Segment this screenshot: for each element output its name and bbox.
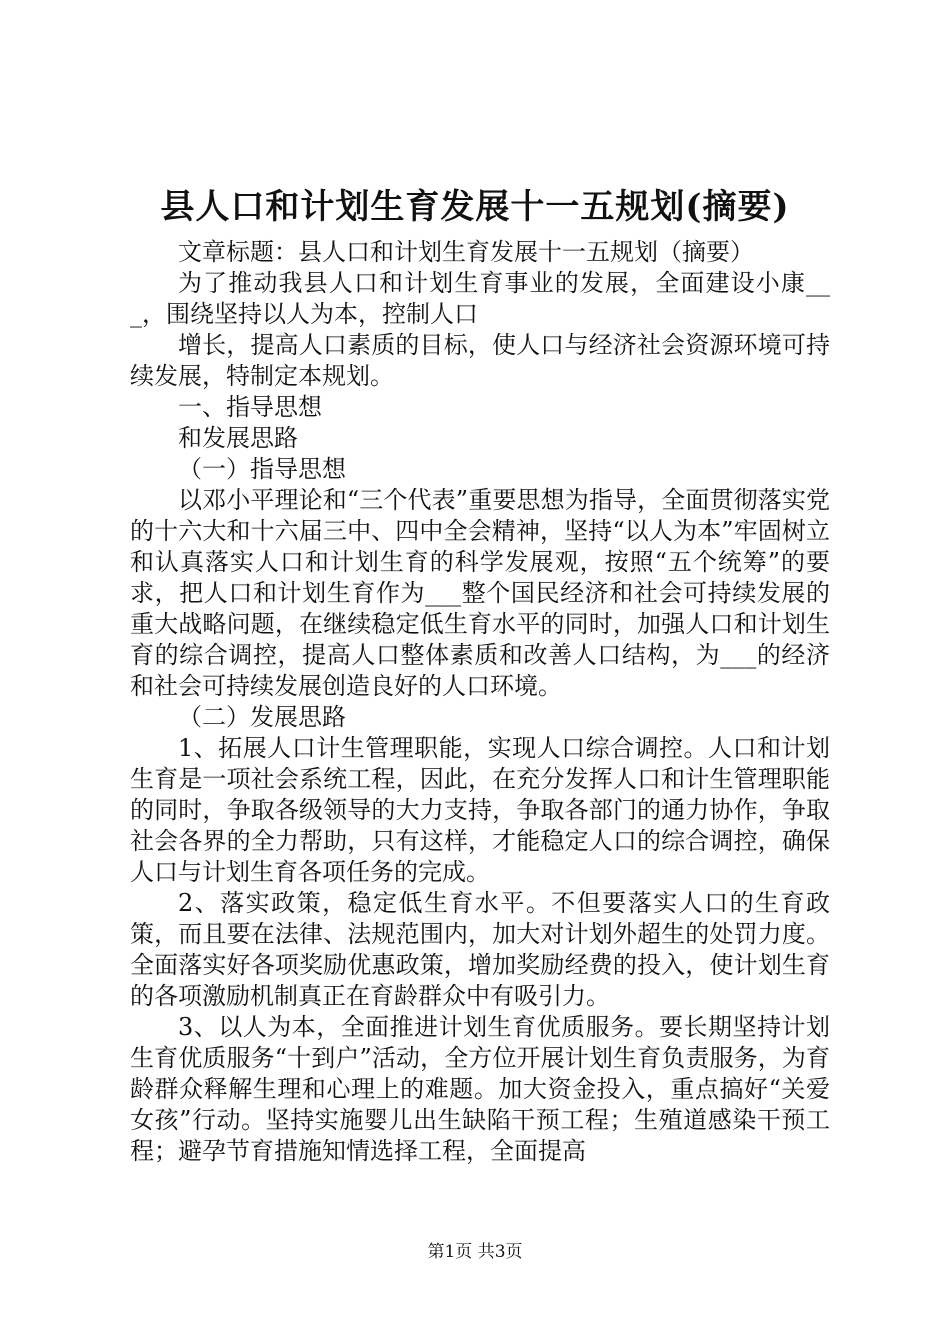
paragraph-guiding-thought: 以邓小平理论和“三个代表”重要思想为指导，全面贯彻落实党的十六大和十六届三中、四中全会精神，坚持“以人为本”牢固树立和认真落实人口和计划生育的科学发展观，按照“五个统筹”的要求，把人口和计划生育作为___整个国民经济和社会可持续发展的重大战略问题，在继续稳定低生育水平的同时，加强人口和计划生育的综合调控，提高人口整体素质和改善人口结构，为___的经济和社会可持续发展创造良好的人口环境。 <box>130 486 830 700</box>
paragraph-intro: 为了推动我县人口和计划生育事业的发展，全面建设小康___，围绕坚持以人为本，控制人口 <box>130 269 830 328</box>
section-heading-1: 一、指导思想 <box>178 393 322 421</box>
document-body <box>130 237 830 1167</box>
paragraph-item-2: 2、落实政策，稳定低生育水平。不但要落实人口的生育政策，而且要在法律、法规范围内，加大对计划外超生的处罚力度。全面落实好各项奖励优惠政策，增加奖励经费的投入，使计划生育的各项激励机制真正在育龄群众中有吸引力。 <box>130 889 830 1010</box>
paragraph-item-1: 1、拓展人口计生管理职能，实现人口综合调控。人口和计划生育是一项社会系统工程，因此，在充分发挥人口和计生管理职能的同时，争取各级领导的大力支持，争取各部门的通力协作，争取社会各界的全力帮助，只有这样，才能稳定人口的综合调控，确保人口与计划生育各项任务的完成。 <box>130 734 830 886</box>
subsection-heading-development-ideas: （二）发展思路 <box>178 703 346 731</box>
paragraph-intro-continued: 增长，提高人口素质的目标，使人口与经济社会资源环境可持续发展，特制定本规划。 <box>130 331 830 390</box>
page-number-footer: 第1页 共3页 <box>427 1242 523 1262</box>
paragraph-article-title: 文章标题：县人口和计划生育发展十一五规划（摘要） <box>178 238 754 266</box>
document-title: 县人口和计划生育发展十一五规划(摘要) <box>160 187 790 227</box>
subsection-heading-guiding-thought: （一）指导思想 <box>178 455 346 483</box>
section-heading-1-continued: 和发展思路 <box>178 424 298 452</box>
paragraph-item-3: 3、以人为本，全面推进计划生育优质服务。要长期坚持计划生育优质服务“十到户”活动，全方位开展计划生育负责服务，为育龄群众释解生理和心理上的难题。加大资金投入，重点搞好“关爱女孩”行动。坚持实施婴儿出生缺陷干预工程；生殖道感染干预工程；避孕节育措施知情选择工程，全面提高 <box>130 1013 830 1165</box>
